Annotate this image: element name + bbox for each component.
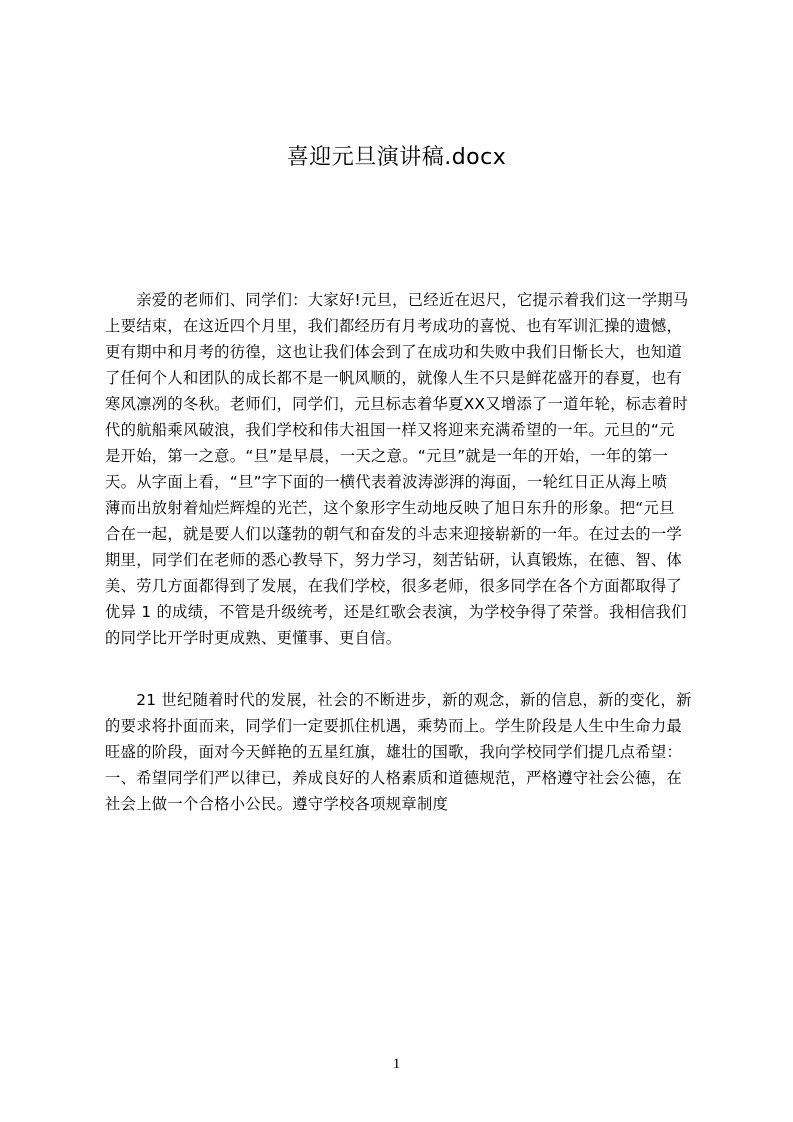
paragraph-greeting bbox=[105, 287, 699, 651]
text-line: 合在一起，就是要人们以蓬勃的朝气和奋发的斗志来迎接崭新的一年。在过去的一学 bbox=[105, 525, 683, 543]
text-line: 天。从字面上看，“旦”字下面的一横代表着波涛澎湃的海面，一轮红日正从海上喷 bbox=[105, 473, 668, 491]
text-line: 薄而出放射着灿烂辉煌的光芒，这个象形字生动地反映了旭日东升的形象。把“元旦 bbox=[105, 499, 675, 517]
text-line: 旺盛的阶段，面对今天鲜艳的五星红旗，雄壮的国歌，我向学校同学们提几点希望： bbox=[105, 743, 683, 761]
page-number: 1 bbox=[392, 1056, 401, 1072]
document-title: 喜迎元旦演讲稿.docx bbox=[286, 145, 507, 170]
text-line: 亲爱的老师们、同学们：大家好!元旦，已经近在迟尺，它提示着我们这一学期马 bbox=[105, 291, 689, 309]
text-line: 21 世纪随着时代的发展，社会的不断进步，新的观念，新的信息，新的变化，新 bbox=[105, 691, 692, 709]
paragraph-hopes bbox=[105, 687, 699, 817]
text-line: 是开始，第一之意。“旦”是早晨，一天之意。“元旦”就是一年的开始，一年的第一 bbox=[105, 447, 669, 465]
text-line: 社会上做一个合格小公民。遵守学校各项规章制度 bbox=[105, 795, 449, 813]
text-line: 的要求将扑面而来，同学们一定要抓住机遇，乘势而上。学生阶段是人生中生命力最 bbox=[105, 717, 683, 735]
text-line: 代的航船乘风破浪，我们学校和伟大祖国一样又将迎来充满希望的一年。元旦的“元 bbox=[105, 421, 675, 439]
text-line: 优异 1 的成绩，不管是升级统考，还是红歌会表演，为学校争得了荣誉。我相信我们 bbox=[105, 603, 687, 621]
text-line: 美、劳几方面都得到了发展，在我们学校，很多老师，很多同学在各个方面都取得了 bbox=[105, 577, 683, 595]
text-line: 一、希望同学们严以律已，养成良好的人格素质和道德规范，严格遵守社会公德，在 bbox=[105, 769, 683, 787]
text-line: 了任何个人和团队的成长都不是一帆风顺的，就像人生不只是鲜花盛开的春夏，也有 bbox=[105, 369, 683, 387]
text-line: 期里，同学们在老师的悉心教导下，努力学习，刻苦钻研，认真锻炼，在德、智、体 bbox=[105, 551, 683, 569]
text-line: 寒风凛冽的冬秋。老师们，同学们，元旦标志着华夏XX又增添了一道年轮，标志着时 bbox=[105, 395, 689, 413]
text-line: 更有期中和月考的彷徨，这也让我们体会到了在成功和失败中我们日惭长大，也知道 bbox=[105, 343, 683, 361]
text-line: 的同学比开学时更成熟、更懂事、更自信。 bbox=[105, 629, 402, 647]
text-line: 上要结束，在这近四个月里，我们都经历有月考成功的喜悦、也有军训汇操的遗憾， bbox=[105, 317, 683, 335]
